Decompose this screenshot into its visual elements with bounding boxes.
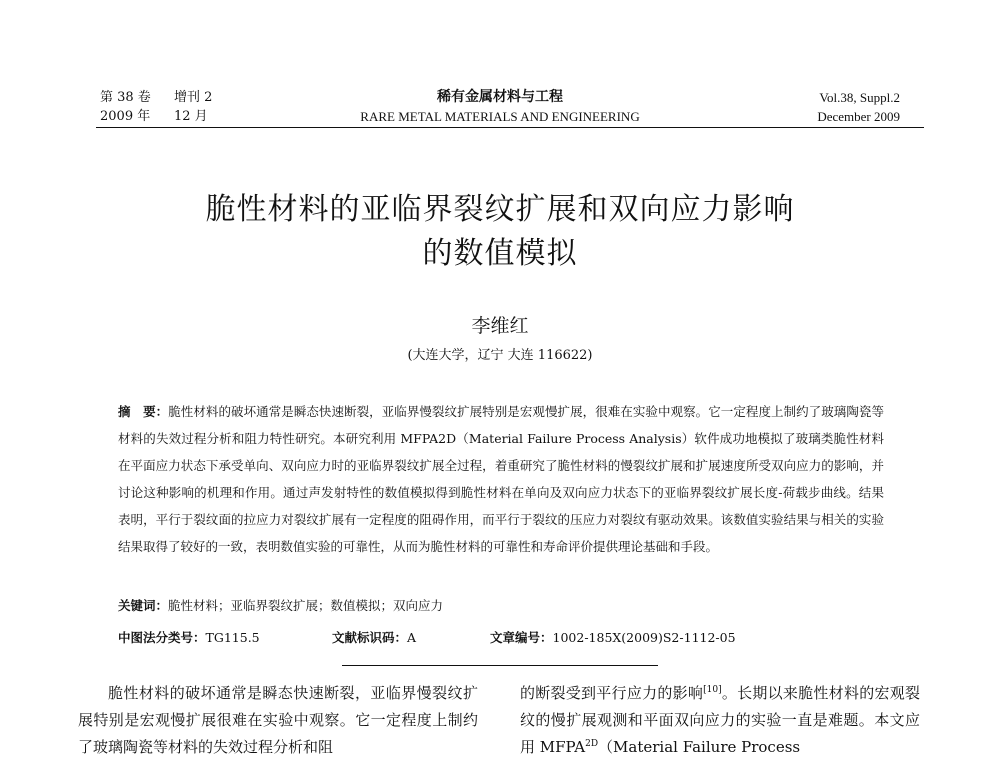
- body-right-mid: 。长期以来脆性材料的宏观裂纹的慢扩展观测和平面双向应力的实验一直是难题。本文应用 MFPA: [520, 684, 920, 756]
- doc-label: 文献标识码：: [332, 630, 408, 645]
- body-right-pre: 的断裂受到平行应力的影响: [520, 684, 704, 702]
- date-en: December 2009: [817, 109, 900, 124]
- keywords-label: 关键词：: [118, 598, 169, 613]
- clc-label: 中图法分类号：: [118, 630, 206, 645]
- year-label: 2009 年: [100, 109, 151, 124]
- keywords: [118, 596, 443, 614]
- paper-title: [0, 188, 1000, 276]
- abstract-label: 摘 要：: [118, 404, 169, 419]
- month-label: 12 月: [174, 109, 208, 124]
- doc-value: A: [407, 630, 417, 645]
- affiliation: (大连大学，辽宁 大连 116622): [407, 348, 593, 363]
- body-paragraph-right: [520, 680, 920, 761]
- volume-label: 第 38 卷: [100, 90, 151, 105]
- issue-label: 增刊 2: [174, 90, 213, 105]
- body-column-right: [520, 680, 920, 761]
- body-paragraph-left: 脆性材料的破坏通常是瞬态快速断裂，亚临界慢裂纹扩展特别是宏观慢扩展很难在实验中观察。它一定程度上制约了玻璃陶瓷等材料的失效过程分析和阻: [78, 684, 478, 756]
- clc-value: TG115.5: [205, 630, 260, 645]
- header-journal: [300, 88, 700, 126]
- author-name: 李维红: [471, 315, 529, 337]
- body-right-post: （Material Failure Process: [598, 738, 801, 756]
- title-line-1: 脆性材料的亚临界裂纹扩展和双向应力影响: [205, 192, 795, 227]
- header-right: [817, 88, 900, 126]
- volume-en: Vol.38, Suppl.2: [819, 90, 900, 105]
- mfpa-superscript: 2D: [585, 739, 599, 749]
- body-column-left: [78, 680, 478, 761]
- article-value: 1002-185X(2009)S2-1112-05: [552, 630, 736, 645]
- title-line-2: 的数值模拟: [422, 236, 578, 271]
- doc-code: [332, 628, 416, 646]
- article-label: 文章编号：: [490, 630, 553, 645]
- citation-ref: [10]: [703, 685, 722, 695]
- section-separator: [342, 665, 658, 666]
- clc-code: [118, 628, 260, 646]
- header-rule: [96, 127, 924, 128]
- article-number: [490, 628, 736, 646]
- abstract-text: 脆性材料的破坏通常是瞬态快速断裂，亚临界慢裂纹扩展特别是宏观慢扩展，很难在实验中观察。它一定程度上制约了玻璃陶瓷等材料的失效过程分析和阻力特性研究。本研究利用 MFPA2D（Material Failure Process Analysis）软件成功地模拟了玻璃类脆性材料在平面应力状态下承受单向、双向应力时的亚临界裂纹扩展全过程，着重研究了脆性材料的慢裂纹扩展和扩展速度所受双向应力的影响，并讨论这种影响的机理和作用。通过声发射特性的数值模拟得到脆性材料在单向及双向应力状态下的亚临界裂纹扩展长度-荷载步曲线。结果表明，平行于裂纹面的拉应力对裂纹扩展有一定程度的阻碍作用，而平行于裂纹的压应力对裂纹有驱动效果。该数值实验结果与相关的实验结果取得了较好的一致，表明数值实验的可靠性，从而为脆性材料的可靠性和寿命评价提供理论基础和手段。: [118, 404, 884, 554]
- journal-name-en: RARE METAL MATERIALS AND ENGINEERING: [360, 109, 640, 124]
- header-left: [100, 88, 212, 126]
- journal-name-cn: 稀有金属材料与工程: [437, 89, 563, 105]
- abstract: [118, 398, 884, 560]
- keywords-text: 脆性材料；亚临界裂纹扩展；数值模拟；双向应力: [168, 598, 444, 613]
